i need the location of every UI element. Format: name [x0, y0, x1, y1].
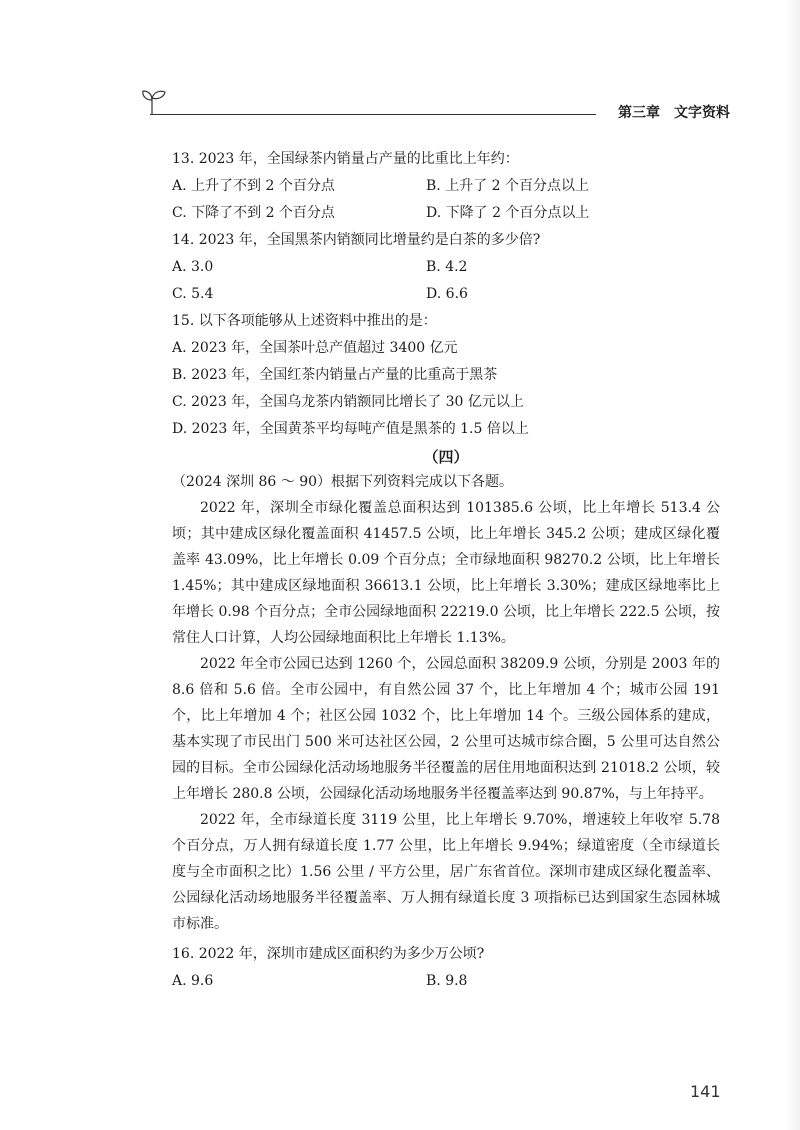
option: A. 2023 年，全国茶叶总产值超过 3400 亿元	[172, 340, 458, 356]
page-number: 141	[690, 1082, 721, 1101]
option: A. 9.6	[172, 973, 214, 989]
option: B. 9.8	[426, 973, 468, 989]
option: C. 5.4	[172, 286, 214, 302]
question-14-options-row-2	[172, 281, 720, 308]
option: B. 4.2	[426, 259, 468, 275]
question-13-options-row-1	[172, 173, 720, 200]
question-13-options-row-2	[172, 200, 720, 227]
section-title: （四）	[423, 448, 469, 466]
question-14-options-row-1	[172, 254, 720, 281]
paragraph: 2022 年，深圳全市绿化覆盖总面积达到 101385.6 公顷，比上年增长 513.4 公顷；其中建成区绿化覆盖面积 41457.5 公顷，比上年增长 345.2 公顷；建成区绿化覆盖率 43.09%，比上年增长 0.09 个百分点；全市绿地面积 98270.2 公顷，比上年增长 1.45%；其中建成区绿地面积 36613.1 公顷，比上年增长 3.30%；建成区绿地率比上年增长 0.98 个百分点；全市公园绿地面积 22219.0 公顷，比上年增长 222.5 公顷，按常住人口计算，人均公园绿地面积比上年增长 1.13%。	[172, 500, 720, 646]
option: B. 2023 年，全国红茶内销量占产量的比重高于黑茶	[172, 367, 498, 383]
chapter-title: 第三章 文字资料	[618, 105, 730, 121]
option: A. 上升了不到 2 个百分点	[172, 178, 335, 194]
header-rule	[150, 114, 596, 115]
option: A. 3.0	[172, 259, 214, 275]
question-14-stem: 14. 2023 年，全国黑茶内销额同比增量约是白茶的多少倍?	[172, 232, 541, 248]
question-15-stem: 15. 以下各项能够从上述资料中推出的是：	[172, 313, 437, 329]
option: D. 2023 年，全国黄茶平均每吨产值是黑茶的 1.5 倍以上	[172, 421, 529, 437]
question-16-stem: 16. 2022 年，深圳市建成区面积约为多少万公顷?	[172, 946, 485, 962]
paragraph: 2022 年全市公园已达到 1260 个，公园总面积 38209.9 公顷，分别是 2003 年的 8.6 倍和 5.6 倍。全市公园中，有自然公园 37 个，比上年增加 4 个；城市公园 191 个，比上年增加 4 个；社区公园 1032 个，比上年增加 14 个。三级公园体系的建成，基本实现了市民出门 500 米可达社区公园，2 公里可达城市综合圈，5 公里可达自然公园的目标。全市公园绿化活动场地服务半径覆盖的居住用地面积达到 21018.2 公顷，较上年增长 280.8 公顷，公园绿化活动场地服务半径覆盖率达到 90.87%，与上年持平。	[172, 656, 720, 802]
option: D. 下降了 2 个百分点以上	[426, 205, 590, 221]
binding-shadow	[786, 0, 800, 1130]
section-source: （2024 深圳 86 ～ 90）根据下列资料完成以下各题。	[172, 474, 514, 490]
paragraph: 2022 年，全市绿道长度 3119 公里，比上年增长 9.70%，增速较上年收窄 5.78 个百分点，万人拥有绿道长度 1.77 公里，比上年增长 9.94%；绿道密度（全市绿道长度与全市面积之比）1.56 公里 / 平方公里，居广东省首位。深圳市建成区绿化覆盖率、公园绿化活动场地服务半径覆盖率、万人拥有绿道长度 3 项指标已达到国家生态园林城市标准。	[172, 812, 720, 932]
question-16-options-row-1	[172, 968, 720, 995]
question-13-stem: 13. 2023 年，全国绿茶内销量占产量的比重比上年约：	[172, 151, 519, 167]
sprout-icon	[140, 88, 170, 116]
page-content	[172, 146, 720, 995]
option: C. 下降了不到 2 个百分点	[172, 205, 335, 221]
page-header	[140, 88, 730, 128]
option: C. 2023 年，全国乌龙茶内销额同比增长了 30 亿元以上	[172, 394, 524, 410]
option: B. 上升了 2 个百分点以上	[426, 178, 589, 194]
option: D. 6.6	[426, 286, 468, 302]
